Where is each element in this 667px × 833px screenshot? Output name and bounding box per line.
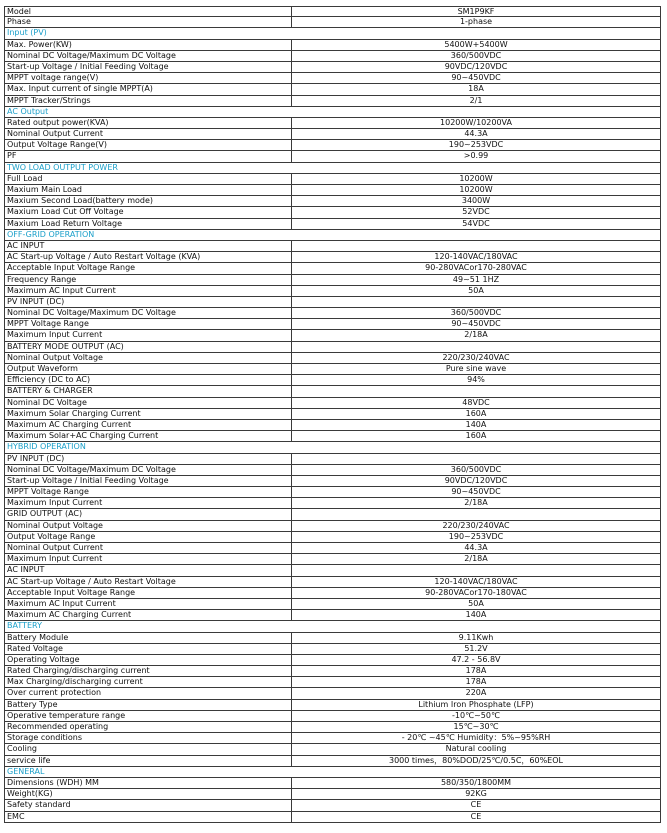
section-title: AC Output: [4, 107, 292, 117]
spec-label: Efficiency (DC to AC): [4, 375, 292, 385]
spec-label: Maxium Second Load(battery mode): [4, 196, 292, 206]
spec-row: [4, 6, 661, 17]
spec-label: Over current protection: [4, 688, 292, 698]
spec-value: - 20℃ ~45℃ Humidity：5%~95%RH: [292, 733, 661, 743]
spec-value: [292, 241, 661, 251]
spec-row: [4, 252, 661, 263]
spec-label: Start-up Voltage / Initial Feeding Voltage: [4, 62, 292, 72]
spec-label: Output Voltage Range(V): [4, 140, 292, 150]
spec-value: 50A: [292, 599, 661, 609]
spec-value: 48VDC: [292, 398, 661, 408]
spec-value: CE: [292, 812, 661, 822]
spec-value: 90-280VACor170-280VAC: [292, 263, 661, 273]
spec-label: AC Start-up Voltage / Auto Restart Voltage: [4, 577, 292, 587]
spec-value: Pure sine wave: [292, 364, 661, 374]
spec-row: [4, 174, 661, 185]
spec-value: 120-140VAC/180VAC: [292, 577, 661, 587]
spec-value: 160A: [292, 409, 661, 419]
spec-row: [4, 565, 661, 576]
spec-row: [4, 353, 661, 364]
spec-row: [4, 140, 661, 151]
spec-row: [4, 498, 661, 509]
spec-value: 49~51 1HZ: [292, 275, 661, 285]
spec-value: 1-phase: [292, 17, 661, 27]
spec-row: [4, 532, 661, 543]
spec-label: Operative temperature range: [4, 711, 292, 721]
spec-value: [292, 565, 661, 575]
spec-label: Full Load: [4, 174, 292, 184]
spec-value: 140A: [292, 420, 661, 430]
spec-row: [4, 96, 661, 107]
spec-value: [292, 767, 661, 777]
spec-row: [4, 51, 661, 62]
spec-table: [4, 6, 661, 823]
spec-row: [4, 185, 661, 196]
spec-value: 90~450VDC: [292, 73, 661, 83]
spec-label: AC Start-up Voltage / Auto Restart Voltage (KVA): [4, 252, 292, 262]
spec-label: Max Charging/discharging current: [4, 677, 292, 687]
spec-label: BATTERY & CHARGER: [4, 386, 292, 396]
section-header: [4, 163, 661, 174]
section-title: BATTERY: [4, 621, 292, 631]
spec-row: [4, 465, 661, 476]
spec-label: Weight(KG): [4, 789, 292, 799]
spec-value: CE: [292, 800, 661, 810]
spec-row: [4, 487, 661, 498]
spec-label: Maximum AC Charging Current: [4, 420, 292, 430]
spec-value: [292, 621, 661, 631]
spec-value: 90VDC/120VDC: [292, 476, 661, 486]
spec-value: 580/350/1800MM: [292, 778, 661, 788]
spec-row: [4, 319, 661, 330]
spec-row: [4, 655, 661, 666]
spec-row: [4, 812, 661, 823]
spec-row: [4, 342, 661, 353]
spec-row: [4, 375, 661, 386]
spec-row: [4, 756, 661, 767]
spec-label: AC INPUT: [4, 241, 292, 251]
spec-row: [4, 800, 661, 811]
spec-row: [4, 577, 661, 588]
spec-label: Phase: [4, 17, 292, 27]
spec-row: [4, 84, 661, 95]
spec-row: [4, 219, 661, 230]
spec-label: MPPT Voltage Range: [4, 319, 292, 329]
spec-value: 5400W+5400W: [292, 40, 661, 50]
spec-value: 50A: [292, 286, 661, 296]
section-title: GENERAL: [4, 767, 292, 777]
spec-row: [4, 275, 661, 286]
spec-value: 120-140VAC/180VAC: [292, 252, 661, 262]
spec-value: 47.2 - 56.8V: [292, 655, 661, 665]
spec-row: [4, 73, 661, 84]
spec-value: [292, 442, 661, 452]
spec-label: Acceptable Input Voltage Range: [4, 588, 292, 598]
spec-value: 2/18A: [292, 330, 661, 340]
spec-label: MPPT voltage range(V): [4, 73, 292, 83]
spec-label: Nominal DC Voltage/Maximum DC Voltage: [4, 51, 292, 61]
spec-label: Rated output power(KVA): [4, 118, 292, 128]
spec-label: Output Waveform: [4, 364, 292, 374]
spec-label: MPPT Tracker/Strings: [4, 96, 292, 106]
spec-label: Storage conditions: [4, 733, 292, 743]
spec-row: [4, 588, 661, 599]
spec-value: [292, 386, 661, 396]
section-header: [4, 230, 661, 241]
spec-row: [4, 666, 661, 677]
spec-value: [292, 297, 661, 307]
spec-row: [4, 599, 661, 610]
spec-value: 44.3A: [292, 129, 661, 139]
spec-label: Maximum Input Current: [4, 498, 292, 508]
section-header: [4, 767, 661, 778]
spec-row: [4, 17, 661, 28]
spec-label: Maximum AC Charging Current: [4, 610, 292, 620]
spec-value: 190~253VDC: [292, 140, 661, 150]
spec-row: [4, 308, 661, 319]
spec-value: [292, 28, 661, 38]
spec-value: [292, 163, 661, 173]
spec-label: Frequency Range: [4, 275, 292, 285]
section-header: [4, 28, 661, 39]
spec-row: [4, 688, 661, 699]
spec-row: [4, 40, 661, 51]
spec-value: 220/230/240VAC: [292, 521, 661, 531]
spec-value: 2/1: [292, 96, 661, 106]
spec-value: 178A: [292, 677, 661, 687]
spec-label: Nominal Output Current: [4, 543, 292, 553]
spec-label: Maxium Main Load: [4, 185, 292, 195]
spec-row: [4, 151, 661, 162]
spec-label: PF: [4, 151, 292, 161]
spec-value: 178A: [292, 666, 661, 676]
spec-value: Lithium Iron Phosphate (LFP): [292, 700, 661, 710]
spec-label: Dimensions (WDH) MM: [4, 778, 292, 788]
spec-label: Output Voltage Range: [4, 532, 292, 542]
spec-value: -10℃~50℃: [292, 711, 661, 721]
spec-row: [4, 700, 661, 711]
spec-label: service life: [4, 756, 292, 766]
spec-label: Rated Charging/discharging current: [4, 666, 292, 676]
spec-value: 9.11Kwh: [292, 633, 661, 643]
section-title: HYBRID OPERATION: [4, 442, 292, 452]
section-header: [4, 621, 661, 632]
spec-row: [4, 644, 661, 655]
spec-label: Rated Voltage: [4, 644, 292, 654]
spec-label: Battery Module: [4, 633, 292, 643]
spec-label: MPPT Voltage Range: [4, 487, 292, 497]
spec-value: 90~450VDC: [292, 319, 661, 329]
spec-row: [4, 386, 661, 397]
spec-label: Maxium Load Cut Off Voltage: [4, 207, 292, 217]
spec-value: 10200W: [292, 185, 661, 195]
spec-label: GRID OUTPUT (AC): [4, 509, 292, 519]
spec-label: Max. Power(KW): [4, 40, 292, 50]
spec-value: 3400W: [292, 196, 661, 206]
spec-label: PV INPUT (DC): [4, 297, 292, 307]
spec-label: Model: [4, 7, 292, 16]
spec-label: PV INPUT (DC): [4, 454, 292, 464]
spec-row: [4, 62, 661, 73]
spec-value: 360/500VDC: [292, 51, 661, 61]
spec-label: Nominal Output Current: [4, 129, 292, 139]
spec-value: 3000 times，80%DOD/25℃/0.5C，60%EOL: [292, 756, 661, 766]
spec-value: [292, 230, 661, 240]
spec-value: 90VDC/120VDC: [292, 62, 661, 72]
spec-label: EMC: [4, 812, 292, 822]
spec-label: Nominal DC Voltage/Maximum DC Voltage: [4, 308, 292, 318]
spec-row: [4, 263, 661, 274]
spec-row: [4, 744, 661, 755]
spec-value: 92KG: [292, 789, 661, 799]
section-title: TWO LOAD OUTPUT POWER: [4, 163, 292, 173]
spec-row: [4, 196, 661, 207]
spec-row: [4, 207, 661, 218]
spec-value: [292, 107, 661, 117]
spec-label: Nominal Output Voltage: [4, 521, 292, 531]
spec-value: SM1P9KF: [292, 7, 661, 16]
spec-value: 94%: [292, 375, 661, 385]
spec-row: [4, 509, 661, 520]
spec-row: [4, 476, 661, 487]
spec-row: [4, 711, 661, 722]
spec-row: [4, 722, 661, 733]
spec-value: 360/500VDC: [292, 465, 661, 475]
spec-row: [4, 677, 661, 688]
spec-row: [4, 118, 661, 129]
spec-value: 10200W: [292, 174, 661, 184]
spec-label: AC INPUT: [4, 565, 292, 575]
spec-row: [4, 286, 661, 297]
spec-row: [4, 789, 661, 800]
spec-value: [292, 342, 661, 352]
spec-row: [4, 521, 661, 532]
section-title: OFF-GRID OPERATION: [4, 230, 292, 240]
spec-label: Maximum Input Current: [4, 554, 292, 564]
spec-row: [4, 241, 661, 252]
spec-label: Battery Type: [4, 700, 292, 710]
spec-value: 220/230/240VAC: [292, 353, 661, 363]
spec-row: [4, 554, 661, 565]
spec-row: [4, 409, 661, 420]
spec-value: 44.3A: [292, 543, 661, 553]
spec-value: 2/18A: [292, 498, 661, 508]
spec-value: 52VDC: [292, 207, 661, 217]
spec-row: [4, 129, 661, 140]
spec-label: Max. Input current of single MPPT(A): [4, 84, 292, 94]
spec-value: 360/500VDC: [292, 308, 661, 318]
spec-value: 160A: [292, 431, 661, 441]
spec-value: 18A: [292, 84, 661, 94]
spec-label: Cooling: [4, 744, 292, 754]
spec-label: Safety standard: [4, 800, 292, 810]
spec-label: Maximum Input Current: [4, 330, 292, 340]
spec-value: 140A: [292, 610, 661, 620]
spec-row: [4, 454, 661, 465]
spec-value: 51.2V: [292, 644, 661, 654]
spec-label: Maximum Solar+AC Charging Current: [4, 431, 292, 441]
spec-row: [4, 398, 661, 409]
spec-label: Recommended operating: [4, 722, 292, 732]
spec-value: 220A: [292, 688, 661, 698]
spec-value: 190~253VDC: [292, 532, 661, 542]
section-header: [4, 107, 661, 118]
section-title: Input (PV): [4, 28, 292, 38]
section-header: [4, 442, 661, 453]
spec-value: 54VDC: [292, 219, 661, 229]
spec-label: Maximum AC Input Current: [4, 599, 292, 609]
spec-label: Acceptable Input Voltage Range: [4, 263, 292, 273]
spec-value: [292, 454, 661, 464]
spec-label: Operating Voltage: [4, 655, 292, 665]
spec-label: Nominal DC Voltage/Maximum DC Voltage: [4, 465, 292, 475]
spec-row: [4, 543, 661, 554]
spec-row: [4, 633, 661, 644]
spec-label: Nominal Output Voltage: [4, 353, 292, 363]
spec-row: [4, 778, 661, 789]
spec-row: [4, 733, 661, 744]
spec-row: [4, 330, 661, 341]
spec-label: BATTERY MODE OUTPUT (AC): [4, 342, 292, 352]
spec-value: 90~450VDC: [292, 487, 661, 497]
spec-value: 15℃~30℃: [292, 722, 661, 732]
spec-label: Nominal DC Voltage: [4, 398, 292, 408]
spec-value: Natural cooling: [292, 744, 661, 754]
spec-label: Maxium Load Return Voltage: [4, 219, 292, 229]
spec-value: [292, 509, 661, 519]
spec-value: 90-280VACor170-180VAC: [292, 588, 661, 598]
spec-row: [4, 420, 661, 431]
spec-row: [4, 610, 661, 621]
spec-label: Maximum AC Input Current: [4, 286, 292, 296]
spec-value: 10200W/10200VA: [292, 118, 661, 128]
spec-label: Start-up Voltage / Initial Feeding Voltage: [4, 476, 292, 486]
spec-row: [4, 431, 661, 442]
spec-value: 2/18A: [292, 554, 661, 564]
spec-row: [4, 297, 661, 308]
spec-value: >0.99: [292, 151, 661, 161]
spec-label: Maximum Solar Charging Current: [4, 409, 292, 419]
spec-row: [4, 364, 661, 375]
